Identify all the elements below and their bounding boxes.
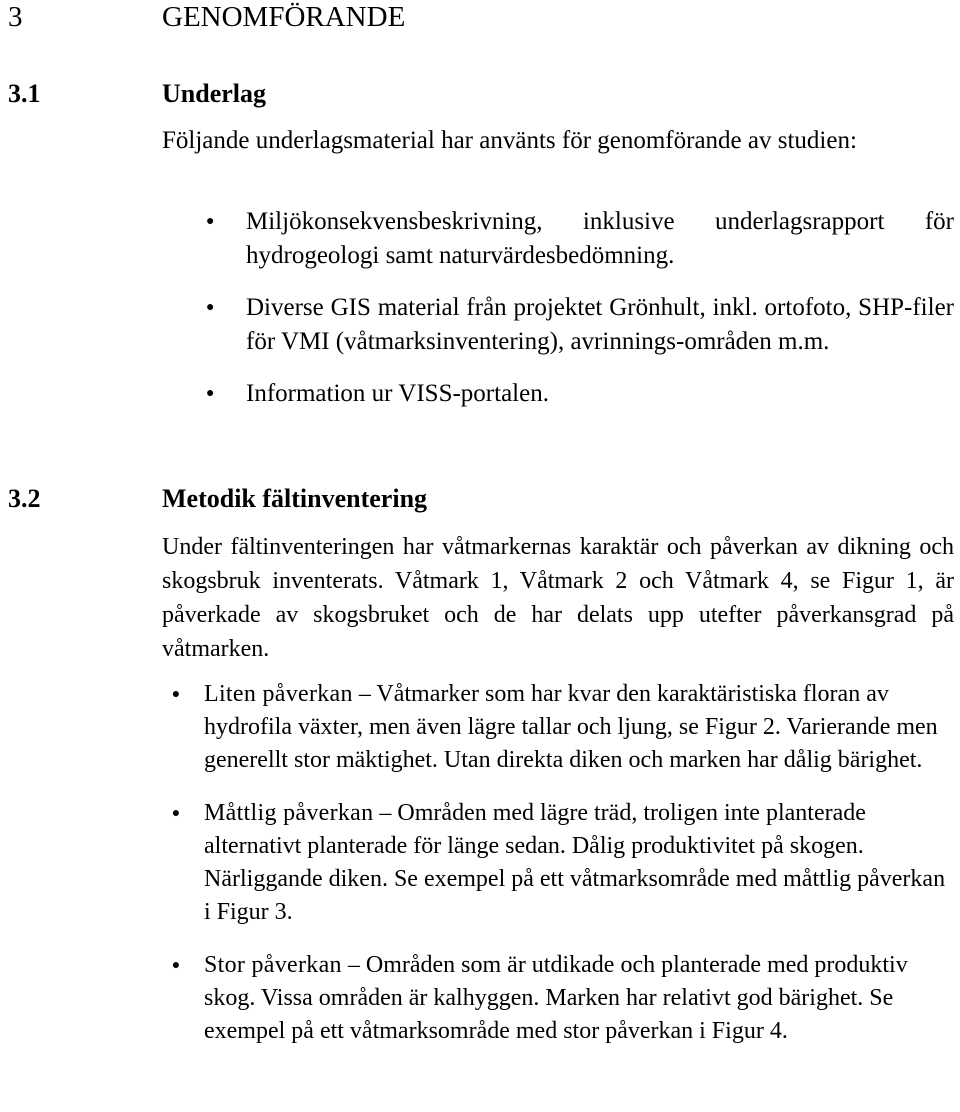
impact-term: Liten påverkan	[204, 681, 353, 707]
section-number: 3.2	[8, 484, 41, 513]
bullet-icon: ●	[171, 687, 181, 702]
list-item	[206, 291, 954, 359]
impact-term: Stor påverkan	[204, 952, 342, 978]
term-dash: –	[379, 800, 392, 826]
impact-list	[171, 678, 954, 1068]
section-title: Metodik fältinventering	[162, 484, 428, 513]
bullet-icon: ●	[171, 806, 181, 821]
bullet-icon: ●	[206, 300, 215, 315]
impact-description: Områden som är utdikade och planterade med produktiv skog. Vissa områden är kalhyggen. Marken har relativt god bärighet. Se exempel på ett våtmarksområde med stor påverkan i Figur 4.	[204, 952, 908, 1044]
chapter-number: 3	[8, 1, 23, 33]
list-item-text: Information ur VISS-portalen.	[246, 380, 549, 407]
section-heading-metodik	[8, 483, 427, 515]
term-dash: –	[358, 681, 371, 707]
term-dash: –	[347, 952, 360, 978]
list-item	[206, 205, 954, 273]
list-item	[171, 949, 954, 1048]
list-item	[171, 678, 954, 777]
intro-paragraph: Följande underlagsmaterial har använts för genomförande av studien:	[162, 127, 857, 154]
underlag-list	[206, 205, 954, 429]
list-item-text: Miljökonsekvensbeskrivning, inklusive underlagsrapport för hydrogeologi samt naturvärdesbedömning.	[246, 208, 954, 269]
method-paragraph: Under fältinventeringen har våtmarkernas karaktär och påverkan av dikning och skogsbruk inventerats. Våtmark 1, Våtmark 2 och Våtmark 4, se Figur 1, är påverkade av skogsbruket och de har delats upp utefter påverkansgrad på våtmarken.	[162, 534, 954, 662]
chapter-title: GENOMFÖRANDE	[162, 1, 406, 33]
list-item-text: Diverse GIS material från projektet Grönhult, inkl. ortofoto, SHP-filer för VMI (våtmarksinventering), avrinnings-områden m.m.	[246, 294, 954, 355]
section-title: Underlag	[162, 79, 266, 108]
list-item	[206, 377, 954, 411]
section-number: 3.1	[8, 79, 41, 108]
bullet-icon: ●	[171, 958, 181, 973]
impact-term: Måttlig påverkan	[204, 800, 374, 826]
list-item	[171, 797, 954, 929]
section-heading-underlag	[8, 78, 266, 110]
chapter-heading	[8, 0, 405, 34]
bullet-icon: ●	[206, 386, 215, 401]
impact-description: Våtmarker som har kvar den karaktäristiska floran av hydrofila växter, men även lägre tallar och ljung, se Figur 2. Varierande men generellt stor mäktighet. Utan direkta diken och marken har dålig bärighet.	[204, 681, 938, 773]
impact-description: Områden med lägre träd, troligen inte planterade alternativt planterade för länge sedan. Dålig produktivitet på skogen. Närliggande diken. Se exempel på ett våtmarksområde med måttlig påverkan i Figur 3.	[204, 800, 946, 925]
bullet-icon: ●	[206, 214, 215, 229]
